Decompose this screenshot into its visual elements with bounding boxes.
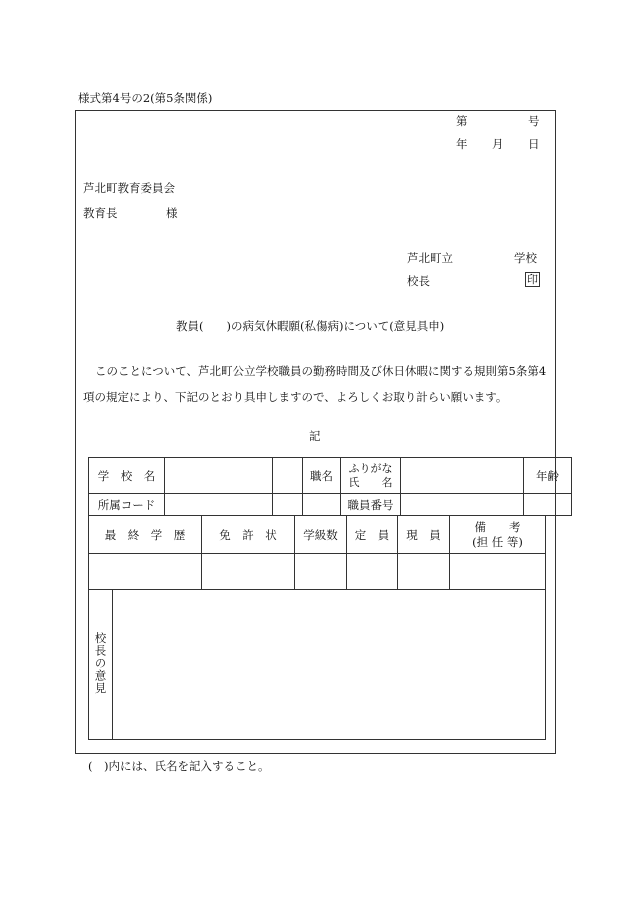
seal-mark: 印 — [527, 273, 538, 286]
school-suffix: 学校 — [514, 251, 537, 265]
name-value[interactable] — [401, 458, 524, 494]
education-label: 最 終 学 歴 — [89, 516, 202, 554]
blank-cell-4 — [524, 494, 572, 516]
remarks-label: 備 考 — [474, 519, 521, 534]
remarks-sub-label: (担 任 等) — [472, 534, 523, 549]
month-label: 月 — [492, 137, 504, 151]
opinion-table — [88, 589, 546, 740]
footnote: ( )内には、氏名を記入すること。 — [88, 759, 270, 773]
fixed-staff-value[interactable] — [347, 554, 398, 590]
year-label: 年 — [456, 137, 468, 151]
blank-cell-3 — [303, 494, 341, 516]
number-suffix: 号 — [528, 114, 540, 128]
ki-label: 記 — [309, 429, 321, 443]
license-value[interactable] — [202, 554, 295, 590]
age-label: 年齢 — [524, 458, 572, 494]
school-name-label: 学 校 名 — [89, 458, 165, 494]
principal-label: 校長 — [407, 274, 430, 288]
principal-opinion-label: 校長の意見 — [93, 631, 108, 695]
affiliation-code-label: 所属コード — [89, 494, 165, 516]
principal-opinion-value[interactable] — [113, 590, 546, 740]
blank-cell — [273, 458, 303, 494]
remarks-label-cell — [450, 516, 546, 554]
blank-cell-2 — [273, 494, 303, 516]
body-paragraph — [83, 358, 553, 410]
class-count-label: 学級数 — [295, 516, 347, 554]
affiliation-code-value[interactable] — [165, 494, 273, 516]
current-staff-label: 現 員 — [398, 516, 450, 554]
form-number: 様式第4号の2(第5条関係) — [78, 91, 213, 105]
opinion-label-cell — [89, 590, 113, 740]
furigana-label: ふりがな — [348, 461, 393, 475]
job-title-label: 職名 — [303, 458, 341, 494]
school-name-value[interactable] — [165, 458, 273, 494]
license-label: 免 許 状 — [202, 516, 295, 554]
staff-number-label: 職員番号 — [341, 494, 401, 516]
education-value[interactable] — [89, 554, 202, 590]
number-prefix: 第 — [456, 114, 468, 128]
class-count-value[interactable] — [295, 554, 347, 590]
remarks-value[interactable] — [450, 554, 546, 590]
school-prefix: 芦北町立 — [407, 251, 453, 265]
body-text: このことについて、芦北町公立学校職員の勤務時間及び休日休暇に関する規則第5条第4項の規定により、下記のとおり具申しますので、よろしくお取り計らい願います。 — [83, 364, 547, 404]
current-staff-value[interactable] — [398, 554, 450, 590]
recipient-organization: 芦北町教育委員会 — [83, 181, 175, 195]
recipient-title: 教育長 — [83, 206, 118, 220]
info-table-top — [88, 457, 572, 516]
name-label-cell — [341, 458, 401, 494]
info-table-mid — [88, 515, 546, 590]
recipient-honorific: 様 — [166, 206, 178, 220]
staff-number-value[interactable] — [401, 494, 524, 516]
fixed-staff-label: 定 員 — [347, 516, 398, 554]
document-title: 教員( )の病気休暇願(私傷病)について(意見具申) — [176, 319, 445, 333]
day-label: 日 — [528, 137, 540, 151]
full-name-label: 氏 名 — [348, 475, 393, 489]
